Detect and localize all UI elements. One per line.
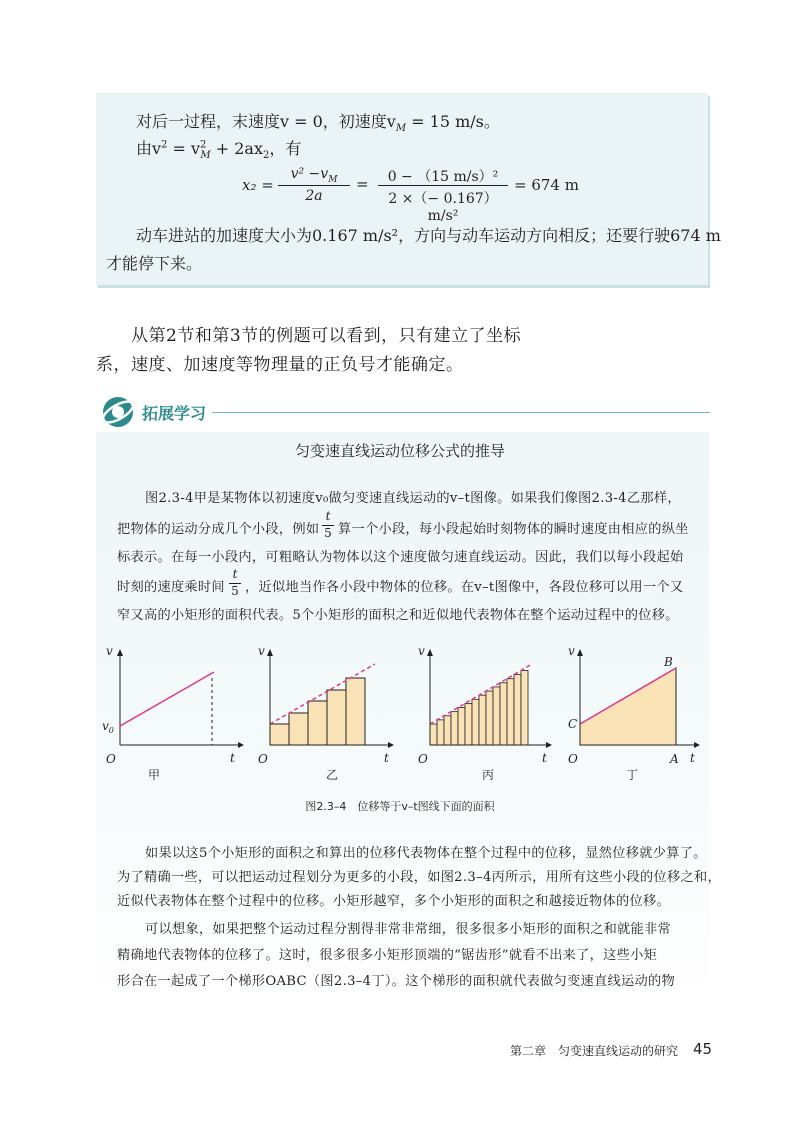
figure-2-3-4	[100, 640, 710, 790]
graph-bing-bar	[514, 675, 521, 745]
eq-equals: =	[356, 175, 369, 193]
graph-label-ding: 丁	[626, 768, 639, 782]
eq-den-1: 2a	[305, 188, 323, 204]
graph-bing-bar	[437, 720, 444, 745]
graph-jia-axis-v: v	[106, 644, 113, 658]
para1-line-5: 窄又高的小矩形的面积代表。5个小矩形的面积之和近似地代表物体在整个运动过程中的位移。	[117, 608, 679, 623]
graph-bing-bar	[451, 712, 458, 745]
graph-jia-axis-t: t	[230, 751, 235, 765]
figure-caption: 图2.3–4 位移等于v–t图线下面的面积	[305, 800, 495, 813]
para3-line-3: 形合在一起成了一个梯形OABC（图2.3–4丁）。这个梯形的面积就代表做匀变速直线运动的物	[117, 974, 675, 989]
para1-line-4a: 时刻的速度乘时间	[117, 580, 225, 595]
eq-num-2: 0 − （15 m/s）²	[387, 169, 499, 185]
para2-line-1: 如果以这5个小矩形的面积之和算出的位移代表物体在整个过程中的位移，显然位移就少算了。	[145, 846, 707, 861]
example-line-5: 才能停下来。	[106, 254, 203, 273]
graph-bing-bar	[444, 716, 451, 745]
graph-bing-bar	[493, 687, 500, 745]
graph-bing-bar	[479, 695, 486, 745]
para1-line-3: 标表示。在每一小段内，可粗略认为物体以这个速度做匀速直线运动。因此，我们以每小段起始	[117, 550, 684, 565]
body-line-2: 系，速度、加速度等物理量的正负号才能确定。	[96, 355, 464, 375]
para1-line-2a: 把物体的运动分成几个小段，例如	[117, 522, 320, 537]
graph-bing-bar	[465, 703, 472, 745]
graph-label-yi: 乙	[326, 768, 339, 782]
page-number: 45	[693, 1040, 713, 1058]
graph-jia-v0: $v_0$	[102, 719, 114, 735]
body-line-1: 从第2节和第3节的例题可以看到，只有建立了坐标	[131, 326, 522, 346]
para1-line-1: 图2.3-4甲是某物体以初速度v₀做匀变速直线运动的v–t图像。如果我们像图2.3-4乙那样，	[145, 491, 681, 506]
graph-bing-bar	[521, 670, 528, 745]
eq-num-1: $v^2 -v_M$	[290, 166, 338, 185]
para2-line-3: 近似代表物体在整个过程中的位移。小矩形越窄，多个小矩形的面积之和越接近物体的位移。	[117, 894, 670, 909]
frac-num-2: t	[232, 567, 238, 581]
graph-bing-axis-t: t	[542, 751, 547, 765]
para1-line-2b: 算一个小段，每小段起始时刻物体的瞬时速度由相应的纵坐	[338, 522, 689, 537]
graph-ding-point-a: A	[670, 752, 679, 766]
extension-logo-icon	[98, 394, 138, 430]
eq-fraction-line-2	[378, 185, 508, 186]
graph-yi	[258, 644, 394, 766]
graph-label-jia: 甲	[148, 768, 161, 782]
graph-bing-axis-v: v	[418, 644, 425, 658]
frac-den-1: 5	[324, 526, 332, 540]
graph-bing-origin: O	[418, 752, 428, 766]
para1-line-4b: ，近似地当作各小段中物体的位移。在v–t图像中，各段位移可以用一个又	[245, 580, 684, 595]
graph-ding-point-b: B	[664, 655, 673, 669]
section-title: 匀变速直线运动位移公式的推导	[294, 442, 505, 460]
graph-bing-bar	[430, 724, 437, 745]
graph-jia-origin: O	[106, 752, 116, 766]
eq-den-2: 2 ×（− 0.167）m/s²	[388, 191, 498, 224]
graph-bing-bar	[458, 708, 465, 745]
graph-yi-origin: O	[258, 752, 268, 766]
graph-bing-bar	[472, 699, 479, 745]
graph-ding-point-c: C	[568, 717, 578, 731]
graph-bing-bar	[507, 679, 514, 745]
eq-fraction-line-1	[278, 185, 350, 186]
graph-ding-axis-t: t	[690, 751, 695, 765]
example-box	[96, 93, 721, 285]
graph-ding-origin: O	[568, 752, 578, 766]
graph-ding-axis-v: v	[568, 644, 575, 658]
graph-yi-axis-t: t	[384, 751, 389, 765]
graph-ding	[568, 644, 700, 766]
frac-den-2: 5	[231, 584, 239, 598]
eq-lhs: x₂ =	[242, 176, 274, 194]
graph-yi-axis-v: v	[258, 644, 265, 658]
example-line-2: 由$v^2 = v^2_M + 2ax_2$，有	[136, 139, 302, 162]
graph-bing	[418, 644, 552, 766]
example-line-1: 对后一过程，末速度v = 0，初速度$v_M = 15$ m/s。	[136, 112, 500, 135]
extension-label: 拓展学习	[142, 404, 207, 423]
graph-jia	[102, 644, 244, 766]
para2-line-2: 为了精确一些，可以把运动过程划分为更多的小段，如图2.3–4丙所示，用所有这些小段的位移之和，	[117, 870, 721, 885]
eq-result: = 674 m	[514, 176, 579, 194]
footer-chapter: 第二章 匀变速直线运动的研究	[510, 1044, 679, 1058]
graph-label-bing: 丙	[482, 768, 495, 782]
extension-rule	[212, 412, 710, 413]
example-line-4: 动车进站的加速度大小为0.167 m/s²，方向与动车运动方向相反；还要行驶674 m	[136, 226, 721, 245]
graph-bing-bar	[500, 683, 507, 745]
para3-line-1: 可以想象，如果把整个运动过程分割得非常非常细，很多很多小矩形的面积之和就能非常	[145, 922, 672, 937]
frac-num-1: t	[325, 509, 331, 523]
para3-line-2: 精确地代表物体的位移了。这时，很多很多小矩形顶端的“锯齿形”就看不出来了，这些小矩	[117, 948, 658, 963]
graph-bing-bar	[486, 691, 493, 745]
